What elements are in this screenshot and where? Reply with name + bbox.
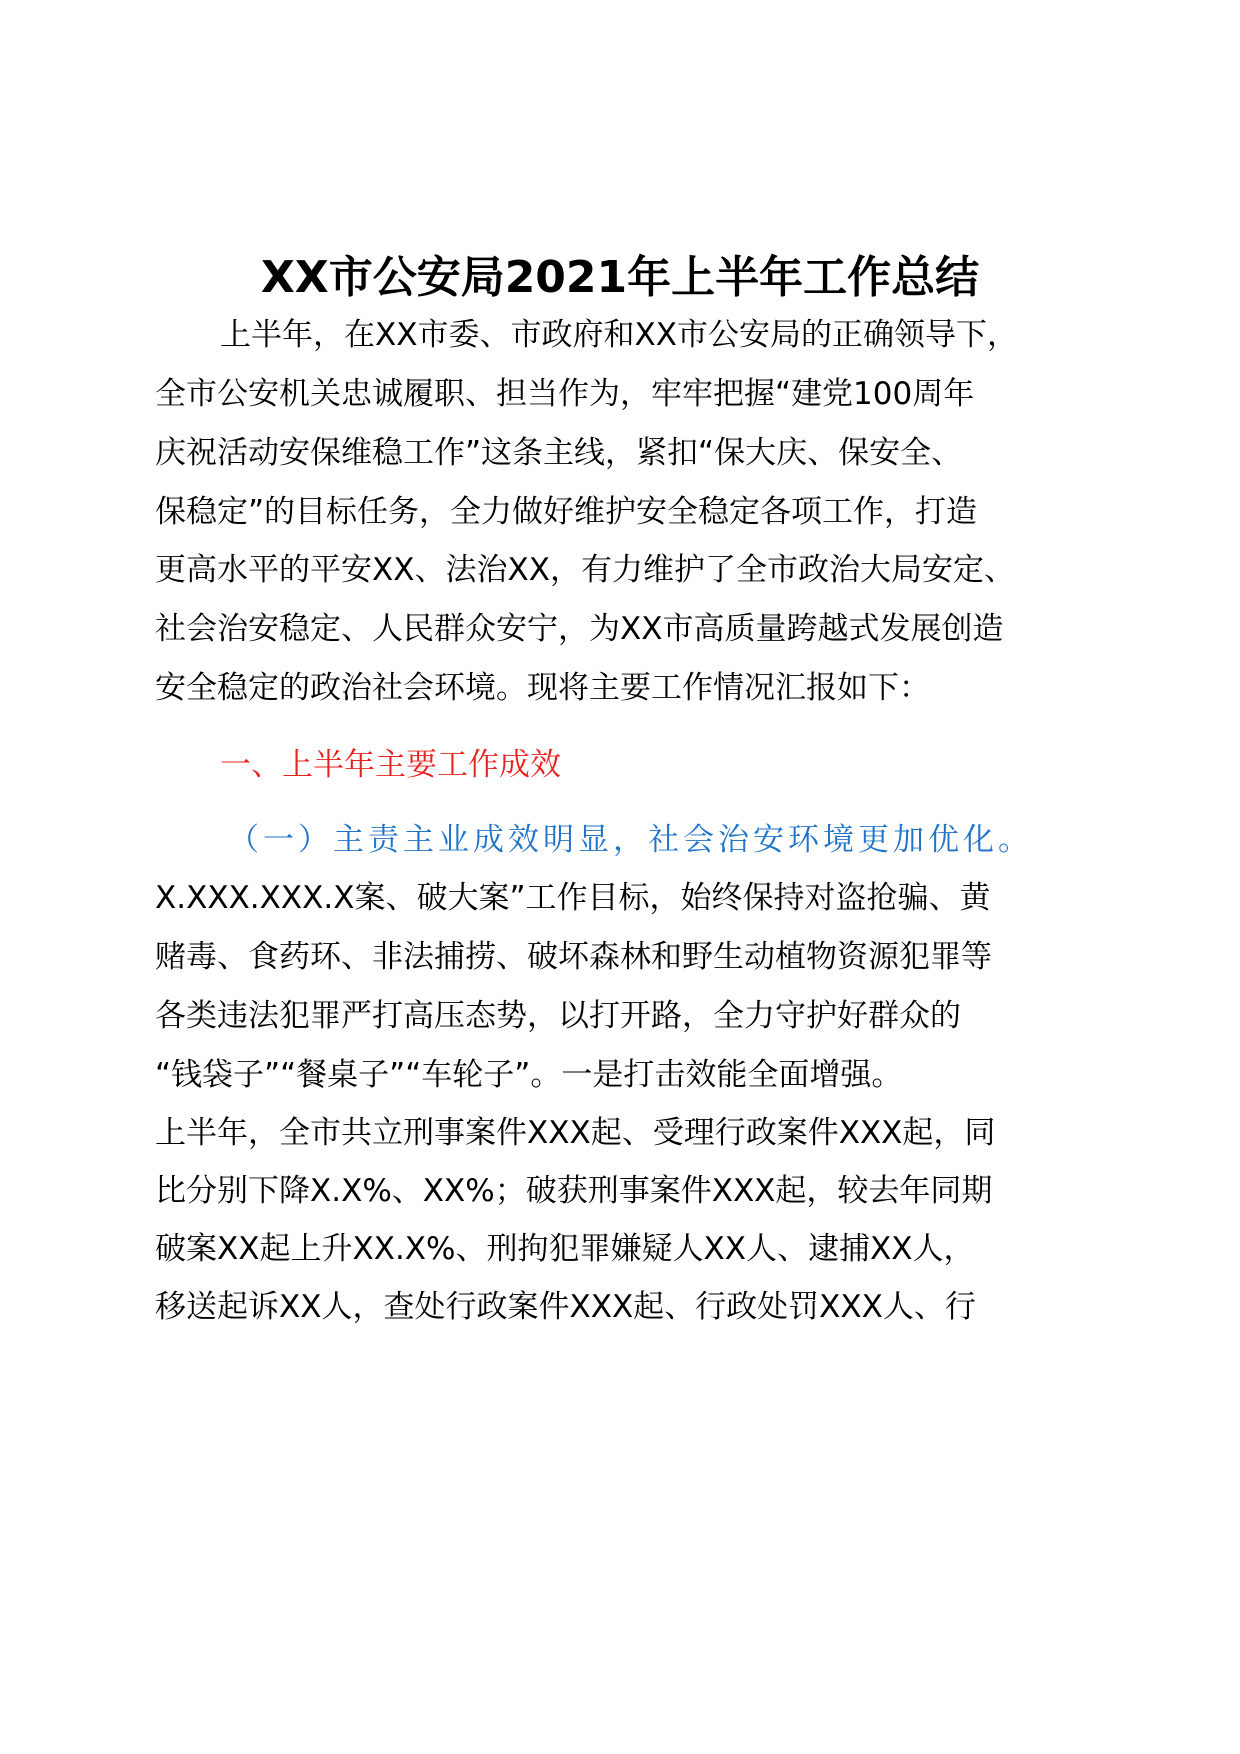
section-heading: 一、上半年主要工作成效 (220, 747, 561, 783)
body-line: 上半年，全市共立刑事案件XXX起、受理行政案件XXX起，同 (155, 1115, 996, 1151)
intro-line: 更高水平的平安XX、法治XX，有力维护了全市政治大局安定、 (155, 552, 1015, 588)
intro-line: 庆祝活动安保维稳工作”这条主线，紧扣“保大庆、保安全、 (155, 435, 963, 471)
body-line: “钱袋子”“餐桌子”“车轮子”。一是打击效能全面增强。 (155, 1057, 903, 1093)
intro-line: 上半年，在XX市委、市政府和XX市公安局的正确领导下， (220, 317, 1018, 353)
body-line: 比分别下降X.X%、XX%；破获刑事案件XXX起，较去年同期 (155, 1173, 993, 1209)
body-line: 各类违法犯罪严打高压态势，以打开路，全力守护好群众的 (155, 998, 961, 1034)
document-title: XX市公安局2021年上半年工作总结 (260, 252, 980, 303)
intro-line: 全市公安机关忠诚履职、担当作为，牢牢把握“建党100周年 (155, 376, 975, 412)
body-line: 赌毒、食药环、非法捕捞、破坏森林和野生动植物资源犯罪等 (155, 939, 992, 975)
intro-line: 安全稳定的政治社会环境。现将主要工作情况汇报如下： (155, 670, 930, 706)
subsection-heading: （一）主责主业成效明显，社会治安环境更加优化。 (228, 822, 1033, 858)
intro-line: 保稳定”的目标任务，全力做好维护安全稳定各项工作，打造 (155, 494, 978, 530)
body-line: 移送起诉XX人，查处行政案件XXX起、行政处罚XXX人、行 (155, 1289, 976, 1325)
body-line: 破案XX起上升XX.X%、刑拘犯罪嫌疑人XX人、逮捕XX人， (155, 1231, 975, 1267)
intro-line: 社会治安稳定、人民群众安宁，为XX市高质量跨越式发展创造 (155, 611, 1004, 647)
body-line: X.XXX.XXX.X案、破大案”工作目标，始终保持对盗抢骗、黄 (155, 880, 991, 916)
